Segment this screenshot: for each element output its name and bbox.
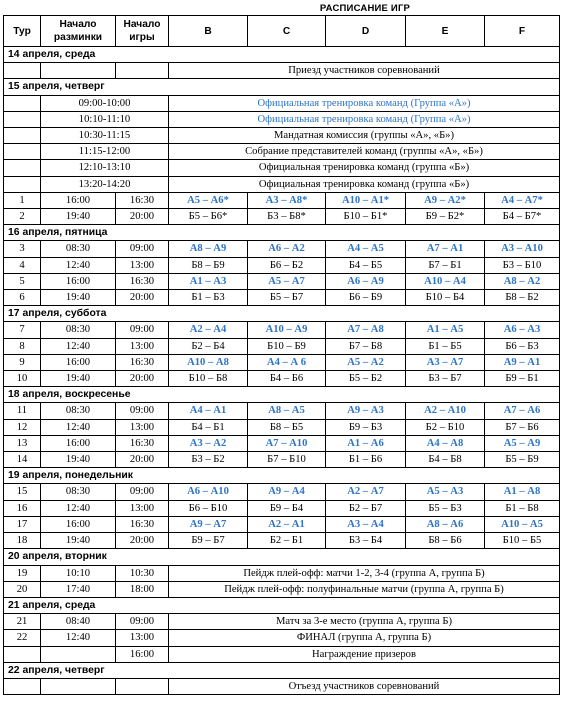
tour-number: 8 [4,338,41,354]
tour-number: 20 [4,581,41,597]
match-cell: Б6 – Б10 [169,500,248,516]
start-time: 16:30 [116,192,169,208]
match-cell: Б7 – Б6 [485,419,560,435]
table-row [4,273,560,289]
match-cell: А10 – А8 [169,354,248,370]
match-cell: Б3 – Б8* [248,209,326,225]
match-cell: Б9 – Б2* [406,209,485,225]
match-cell: А1 – А5 [406,322,485,338]
match-cell: Б2 – Б10 [406,419,485,435]
table-row [4,533,560,549]
table-row [4,209,560,225]
day-filler [169,47,560,63]
tour-number: 16 [4,500,41,516]
table-row [4,371,560,387]
table-row [4,484,560,500]
table-row [4,435,560,451]
header-warmup-line2: разминки [53,32,103,43]
table-row [4,678,560,694]
header-row [4,16,560,47]
start-time: 16:30 [116,273,169,289]
match-cell: Б5 – Б7 [248,290,326,306]
match-cell: А4 – А 6 [248,354,326,370]
day-label: 20 апреля, вторник [4,549,169,565]
header-start-line1: Начало [123,19,161,30]
tour-number: 5 [4,273,41,289]
match-cell: Б2 – Б7 [326,500,406,516]
event-text: Официальная тренировка команд (Группа «А») [169,111,560,127]
match-cell: Б9 – Б3 [326,419,406,435]
table-row [4,95,560,111]
match-cell: Б1 – Б8 [485,500,560,516]
tour-number [4,95,41,111]
start-time: 20:00 [116,290,169,306]
table-row [4,646,560,662]
warmup-time: 16:00 [41,273,116,289]
event-text: Приезд участников соревнований [169,63,560,79]
match-cell: Б5 – Б3 [406,500,485,516]
table-row [4,257,560,273]
warmup-time: 10:10 [41,565,116,581]
match-cell: Б6 – Б3 [485,338,560,354]
table-row [4,403,560,419]
warmup-time: 12:40 [41,338,116,354]
day-filler [169,662,560,678]
start-time: 10:30 [116,565,169,581]
match-cell: Б4 – Б7* [485,209,560,225]
warmup-time [41,646,116,662]
match-cell: Б3 – Б4 [326,533,406,549]
match-cell: Б5 – Б6* [169,209,248,225]
table-row [4,322,560,338]
tour-number: 14 [4,452,41,468]
start-time: 13:00 [116,419,169,435]
warmup-time [41,63,116,79]
tour-number [4,160,41,176]
tour-number: 3 [4,241,41,257]
match-cell: Б1 – Б6 [326,452,406,468]
match-cell: Б3 – Б10 [485,257,560,273]
table-row [4,565,560,581]
day-header-row [4,306,560,322]
header-court-c: C [248,16,326,47]
start-time: 13:00 [116,338,169,354]
table-row [4,290,560,306]
start-time: 09:00 [116,614,169,630]
match-cell: А5 – А9 [485,435,560,451]
match-cell: Б3 – Б2 [169,452,248,468]
tour-number [4,678,41,694]
match-cell: Б9 – Б4 [248,500,326,516]
match-cell: А5 – А7 [248,273,326,289]
match-cell: Б7 – Б1 [406,257,485,273]
schedule-body [4,47,560,695]
start-time: 09:00 [116,403,169,419]
match-cell: Б10 – Б9 [248,338,326,354]
warmup-time: 12:40 [41,419,116,435]
match-cell: А5 – А6* [169,192,248,208]
warmup-time: 19:40 [41,371,116,387]
event-text: Официальная тренировка команд (группа «Б») [169,160,560,176]
match-cell: Б9 – Б1 [485,371,560,387]
match-cell: Б9 – Б7 [169,533,248,549]
event-text: Собрание представителей команд (группы «А», «Б») [169,144,560,160]
match-cell: А9 – А4 [248,484,326,500]
day-header-row [4,387,560,403]
event-text: Награждение призеров [169,646,560,662]
event-text: ФИНАЛ (группа А, группа Б) [169,630,560,646]
match-cell: А8 – А2 [485,273,560,289]
start-time: 13:00 [116,630,169,646]
match-cell: А6 – А2 [248,241,326,257]
match-cell: А6 – А10 [169,484,248,500]
event-time: 12:10-13:10 [41,160,169,176]
event-text: Мандатная комиссия (группы «А», «Б») [169,128,560,144]
day-label: 22 апреля, четверг [4,662,169,678]
table-row [4,516,560,532]
day-header-row [4,662,560,678]
match-cell: А8 – А9 [169,241,248,257]
schedule-title: РАСПИСАНИЕ ИГР [319,3,411,14]
tour-number: 4 [4,257,41,273]
match-cell: А9 – А1 [485,354,560,370]
table-row [4,160,560,176]
match-cell: Б6 – Б2 [248,257,326,273]
match-cell: Б4 – Б6 [248,371,326,387]
event-text: Официальная тренировка команд (группа «Б») [169,176,560,192]
tour-number: 2 [4,209,41,225]
match-cell: А3 – А7 [406,354,485,370]
tour-number: 15 [4,484,41,500]
event-text: Пейдж плей-офф: матчи 1-2, 3-4 (группа А, группа Б) [169,565,560,581]
tour-number: 6 [4,290,41,306]
table-row [4,63,560,79]
day-filler [169,597,560,613]
table-row [4,614,560,630]
tour-number: 1 [4,192,41,208]
match-cell: А9 – А7 [169,516,248,532]
day-header-row [4,468,560,484]
day-filler [169,468,560,484]
event-text: Пейдж плей-офф: полуфинальные матчи (группа А, группа Б) [169,581,560,597]
table-row [4,338,560,354]
tour-number: 11 [4,403,41,419]
match-cell: А1 – А8 [485,484,560,500]
match-cell: Б2 – Б1 [248,533,326,549]
match-cell: Б10 – Б5 [485,533,560,549]
match-cell: Б10 – Б8 [169,371,248,387]
match-cell: А4 – А5 [326,241,406,257]
start-time: 16:30 [116,354,169,370]
schedule-table [3,15,560,695]
start-time: 13:00 [116,257,169,273]
warmup-time: 16:00 [41,516,116,532]
start-time: 09:00 [116,322,169,338]
warmup-time: 12:40 [41,500,116,516]
match-cell: А7 – А1 [406,241,485,257]
warmup-time: 12:40 [41,257,116,273]
event-text: Официальная тренировка команд (Группа «А») [169,95,560,111]
table-row [4,128,560,144]
match-cell: А9 – А3 [326,403,406,419]
match-cell: А5 – А2 [326,354,406,370]
warmup-time: 08:30 [41,484,116,500]
day-filler [169,79,560,95]
day-label: 15 апреля, четверг [4,79,169,95]
match-cell: А7 – А8 [326,322,406,338]
header-warmup-line1: Начало [59,19,97,30]
match-cell: А4 – А7* [485,192,560,208]
header-court-e: E [406,16,485,47]
match-cell: А8 – А6 [406,516,485,532]
warmup-time: 16:00 [41,435,116,451]
warmup-time: 16:00 [41,354,116,370]
table-row [4,354,560,370]
tour-number: 18 [4,533,41,549]
match-cell: Б10 – Б1* [326,209,406,225]
tour-number: 12 [4,419,41,435]
warmup-time: 19:40 [41,290,116,306]
day-filler [169,387,560,403]
tour-number: 17 [4,516,41,532]
tour-number: 19 [4,565,41,581]
day-header-row [4,549,560,565]
match-cell: А1 – А6 [326,435,406,451]
match-cell: А8 – А5 [248,403,326,419]
event-time: 10:10-11:10 [41,111,169,127]
tour-number: 10 [4,371,41,387]
table-row [4,581,560,597]
header-start-line2: игры [129,32,155,43]
start-time: 13:00 [116,500,169,516]
day-filler [169,225,560,241]
match-cell: А1 – А3 [169,273,248,289]
tour-number [4,144,41,160]
day-label: 21 апреля, среда [4,597,169,613]
start-time: 09:00 [116,484,169,500]
tour-number: 7 [4,322,41,338]
match-cell: Б4 – Б1 [169,419,248,435]
tour-number: 13 [4,435,41,451]
header-tour: Тур [4,16,41,47]
tour-number [4,646,41,662]
start-time: 20:00 [116,533,169,549]
day-header-row [4,597,560,613]
day-header-row [4,47,560,63]
table-row [4,111,560,127]
match-cell: А10 – А1* [326,192,406,208]
match-cell: А5 – А3 [406,484,485,500]
header-start [116,16,169,47]
tour-number [4,111,41,127]
table-row [4,500,560,516]
start-time [116,678,169,694]
match-cell: Б10 – Б4 [406,290,485,306]
day-label: 16 апреля, пятница [4,225,169,241]
match-cell: А7 – А10 [248,435,326,451]
match-cell: Б7 – Б10 [248,452,326,468]
start-time: 18:00 [116,581,169,597]
table-row [4,419,560,435]
match-cell: А3 – А8* [248,192,326,208]
match-cell: А9 – А2* [406,192,485,208]
header-warmup [41,16,116,47]
tour-number: 22 [4,630,41,646]
match-cell: А2 – А7 [326,484,406,500]
start-time: 09:00 [116,241,169,257]
event-text: Матч за 3-е место (группа А, группа Б) [169,614,560,630]
match-cell: Б5 – Б2 [326,371,406,387]
tour-number: 9 [4,354,41,370]
start-time: 16:30 [116,516,169,532]
start-time: 16:30 [116,435,169,451]
day-label: 18 апреля, воскресенье [4,387,169,403]
header-court-f: F [485,16,560,47]
match-cell: Б6 – Б9 [326,290,406,306]
day-label: 14 апреля, среда [4,47,169,63]
day-header-row [4,225,560,241]
match-cell: А10 – А4 [406,273,485,289]
match-cell: А10 – А9 [248,322,326,338]
match-cell: А3 – А4 [326,516,406,532]
header-court-b: B [169,16,248,47]
warmup-time: 19:40 [41,209,116,225]
warmup-time: 12:40 [41,630,116,646]
match-cell: А6 – А3 [485,322,560,338]
header-court-d: D [326,16,406,47]
match-cell: Б5 – Б9 [485,452,560,468]
start-time: 20:00 [116,452,169,468]
table-row [4,176,560,192]
warmup-time [41,678,116,694]
match-cell: А2 – А4 [169,322,248,338]
event-text: Отъезд участников соревнований [169,678,560,694]
day-label: 17 апреля, суббота [4,306,169,322]
warmup-time: 08:30 [41,241,116,257]
event-time: 10:30-11:15 [41,128,169,144]
match-cell: А4 – А8 [406,435,485,451]
warmup-time: 19:40 [41,533,116,549]
match-cell: А3 – А10 [485,241,560,257]
tour-number [4,176,41,192]
event-time: 09:00-10:00 [41,95,169,111]
day-header-row [4,79,560,95]
table-row [4,630,560,646]
warmup-time: 08:40 [41,614,116,630]
match-cell: Б8 – Б2 [485,290,560,306]
match-cell: А7 – А6 [485,403,560,419]
tour-number [4,128,41,144]
match-cell: А10 – А5 [485,516,560,532]
match-cell: Б3 – Б7 [406,371,485,387]
match-cell: А2 – А10 [406,403,485,419]
event-time: 13:20-14:20 [41,176,169,192]
warmup-time: 17:40 [41,581,116,597]
match-cell: А2 – А1 [248,516,326,532]
start-time: 20:00 [116,209,169,225]
match-cell: А4 – А1 [169,403,248,419]
start-time: 16:00 [116,646,169,662]
tour-number [4,63,41,79]
day-filler [169,549,560,565]
table-row [4,452,560,468]
warmup-time: 19:40 [41,452,116,468]
table-row [4,241,560,257]
warmup-time: 08:30 [41,403,116,419]
event-time: 11:15-12:00 [41,144,169,160]
match-cell: Б2 – Б4 [169,338,248,354]
match-cell: Б8 – Б9 [169,257,248,273]
start-time [116,63,169,79]
match-cell: Б4 – Б8 [406,452,485,468]
match-cell: Б1 – Б5 [406,338,485,354]
match-cell: Б8 – Б6 [406,533,485,549]
match-cell: Б1 – Б3 [169,290,248,306]
table-row [4,144,560,160]
warmup-time: 16:00 [41,192,116,208]
match-cell: Б4 – Б5 [326,257,406,273]
day-filler [169,306,560,322]
match-cell: Б8 – Б5 [248,419,326,435]
table-row [4,192,560,208]
warmup-time: 08:30 [41,322,116,338]
match-cell: А3 – А2 [169,435,248,451]
tour-number: 21 [4,614,41,630]
match-cell: Б7 – Б8 [326,338,406,354]
day-label: 19 апреля, понедельник [4,468,169,484]
match-cell: А6 – А9 [326,273,406,289]
start-time: 20:00 [116,371,169,387]
